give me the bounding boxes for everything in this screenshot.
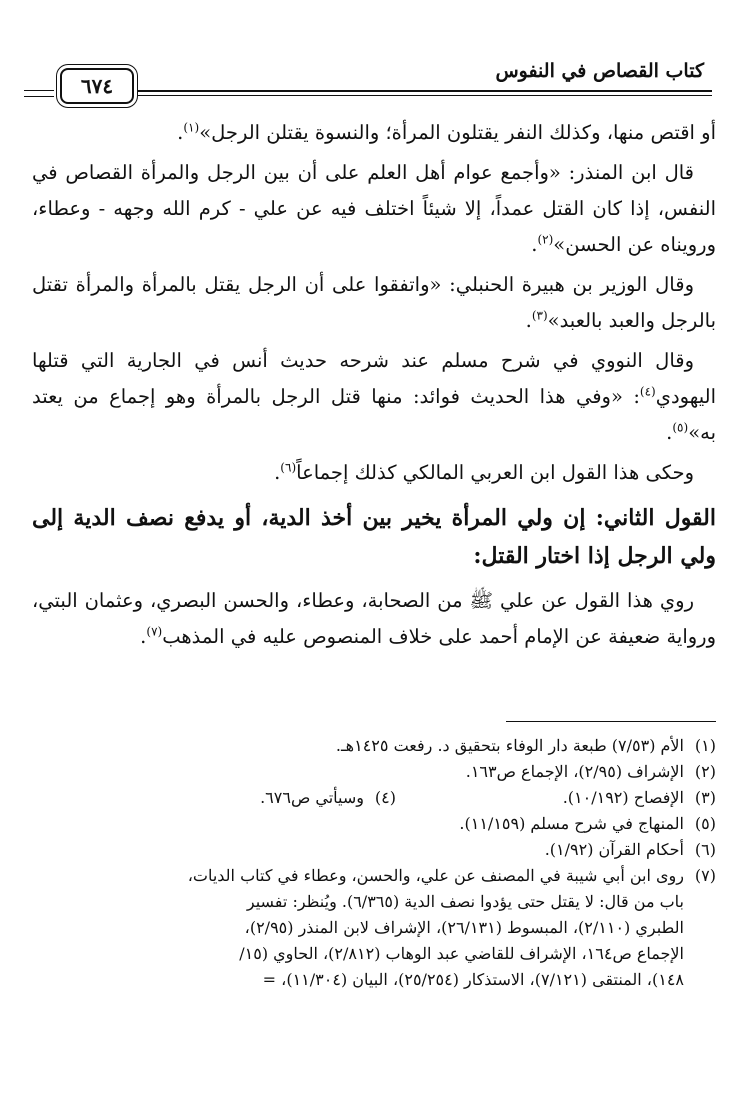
footnote-number: (١) [694, 736, 716, 755]
footnote-6 [32, 837, 716, 863]
header-rule [24, 90, 54, 91]
text: قال ابن المنذر: «وأجمع عوام أهل العلم على أن بين الرجل والمرأة القصاص في النفس، إذا كان القتل عمداً، إلا شيئاً اختلف فيه عن علي - كرم الله وجهه - وعطاء، ورويناه عن الحسن» [32, 161, 716, 256]
text: . [274, 461, 281, 484]
footnote-number: (٥) [694, 814, 716, 833]
text: وقال النووي في شرح مسلم عند شرحه حديث أنس في الجارية التي قتلها اليهودي [32, 349, 716, 408]
footnote-text: روى ابن أبي شيبة في المصنف عن علي، والحسن، وعطاء في كتاب الديات، [187, 866, 684, 885]
header-rule [90, 90, 712, 92]
text: : «وفي هذا الحديث فوائد: منها قتل الرجل بالمرأة وهو إجماع من يعتد به» [32, 385, 716, 444]
footnote-ref[interactable]: (٣) [531, 308, 548, 323]
footnote-text: باب من قال: لا يقتل حتى يؤدوا نصف الدية (٦/٣٦٥). ويُنظر: تفسير [246, 892, 684, 911]
footnote-number: (٢) [694, 762, 716, 781]
footnote-text: أحكام القرآن (١/٩٢). [544, 840, 684, 859]
text: . [531, 233, 538, 256]
main-text [32, 115, 716, 655]
text: روي هذا القول عن علي ﷺ من الصحابة، وعطاء، والحسن البصري، وعثمان البتي، ورواية ضعيفة عن الإمام أحمد على خلاف المنصوص عليه في المذهب [32, 589, 716, 648]
footnote-1 [32, 733, 716, 759]
footnote-ref[interactable]: (٧) [146, 624, 163, 639]
paragraph-5 [32, 455, 716, 491]
footnote-number: (٤) [374, 788, 396, 807]
section-heading: القول الثاني: إن ولي المرأة يخير بين أخذ الدية، أو يدفع نصف الدية إلى ولي الرجل إذا اختار القتل: [32, 505, 716, 569]
footnote-number: (٧) [694, 866, 716, 885]
footnote-ref[interactable]: (٦) [280, 460, 297, 475]
text: . [525, 309, 532, 332]
text: وحكى هذا القول ابن العربي المالكي كذلك إجماعاً [296, 461, 694, 484]
text: . [666, 421, 673, 444]
footnote-text: ١٤٨)، المنتقى (٧/١٢١)، الاستذكار (٢٥/٢٥٤)، البيان (١١/٣٠٤)، = [262, 970, 684, 989]
paragraph-2 [32, 155, 716, 263]
page-number: ٦٧٤ [80, 74, 114, 98]
footnote-text: وسيأتي ص٦٧٦. [260, 788, 364, 807]
footnote-number: (٣) [694, 788, 716, 807]
footnote-ref[interactable]: (٥) [672, 420, 689, 435]
footnote-text: الإجماع ص١٦٤، الإشراف للقاضي عبد الوهاب (٢/٨١٢)، الحاوي (١٥/ [239, 944, 684, 963]
footnote-ref[interactable]: (١) [183, 120, 200, 135]
header-rule [90, 95, 712, 96]
paragraph-1 [32, 115, 716, 151]
footnote-text: الإفصاح (١٠/١٩٢). [562, 788, 684, 807]
page-number-box [60, 68, 134, 104]
page-header [30, 50, 712, 110]
footnote-text: الإشراف (٢/٩٥)، الإجماع ص١٦٣. [465, 762, 684, 781]
paragraph-4 [32, 343, 716, 451]
paragraph-6 [32, 583, 716, 655]
footnote-7 [32, 863, 716, 993]
text: أو اقتص منها، وكذلك النفر يقتلون المرأة؛ والنسوة يقتلن الرجل» [199, 121, 716, 144]
text: . [177, 121, 184, 144]
header-rule [24, 96, 54, 97]
footnotes [32, 733, 716, 993]
paragraph-3 [32, 267, 716, 339]
footnote-divider [506, 721, 716, 722]
text: وقال الوزير بن هبيرة الحنبلي: «واتفقوا على أن الرجل يقتل بالمرأة والمرأة تقتل بالرجل والعبد بالعبد» [32, 273, 716, 332]
footnote-3-4 [32, 785, 716, 811]
text: . [140, 625, 147, 648]
footnote-number: (٦) [694, 840, 716, 859]
footnote-text: المنهاج في شرح مسلم (١١/١٥٩). [459, 814, 684, 833]
footnote-ref[interactable]: (٤) [639, 384, 656, 399]
running-title: كتاب القصاص في النفوس [495, 60, 704, 82]
footnote-5 [32, 811, 716, 837]
footnote-2 [32, 759, 716, 785]
footnote-ref[interactable]: (٢) [537, 232, 554, 247]
footnote-text: الطبري (٢/١١٠)، المبسوط (٢٦/١٣١)، الإشراف لابن المنذر (٢/٩٥)، [244, 918, 684, 937]
footnote-text: الأم (٧/٥٣) طبعة دار الوفاء بتحقيق د. رفعت ١٤٢٥هـ. [335, 736, 684, 755]
